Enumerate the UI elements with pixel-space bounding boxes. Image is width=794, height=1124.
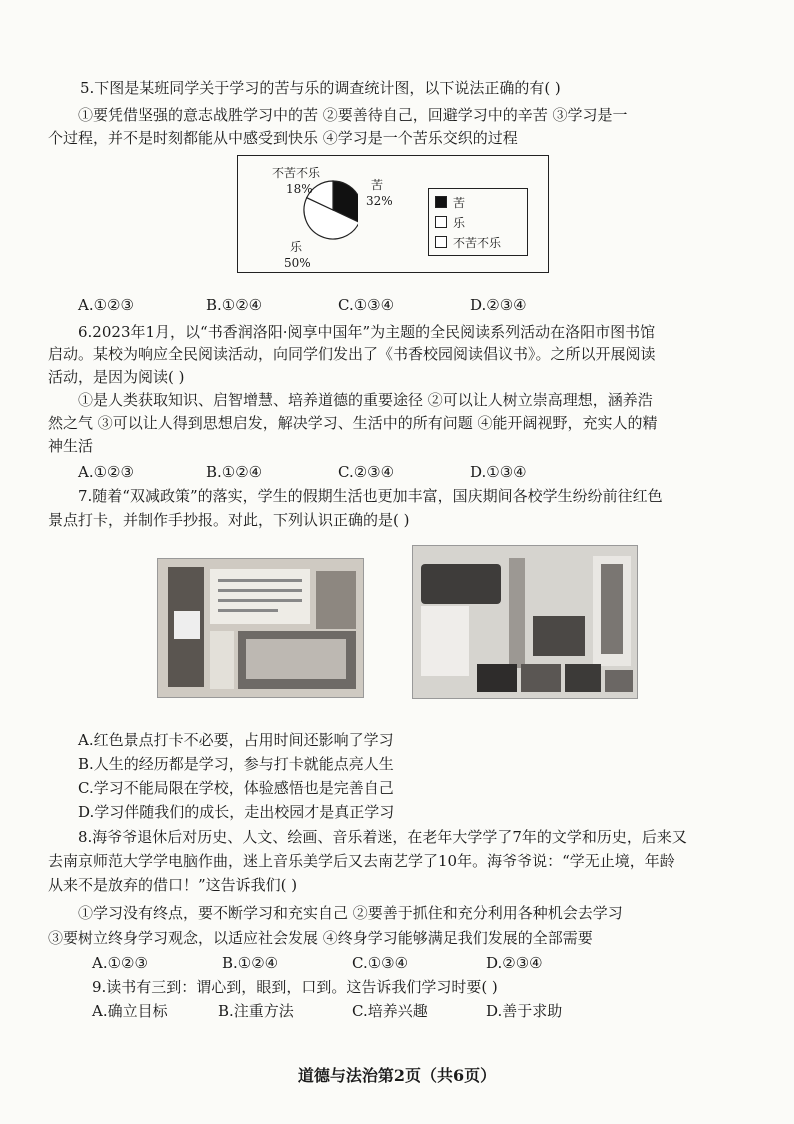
page-footer: 道德与法治第2页（共6页） (297, 1066, 497, 1085)
q5-statements-line2: 个过程，并不是时刻都能从中感受到快乐 ④学习是一个苦乐交织的过程 (48, 129, 518, 147)
q6-option-c[interactable]: C.②③④ (338, 463, 395, 481)
pie-value-bitter: 32% (366, 194, 393, 208)
pie-chart-figure (237, 155, 549, 273)
q6-option-d[interactable]: D.①③④ (470, 463, 527, 481)
photo2-block (533, 616, 585, 656)
q9-option-a[interactable]: A.确立目标 (92, 1002, 168, 1020)
q9-option-d[interactable]: D.善于求助 (486, 1002, 563, 1020)
photo1-block (218, 599, 302, 602)
legend-item-joy (435, 216, 465, 230)
q5-option-c[interactable]: C.①③④ (338, 296, 395, 314)
photo2-block (421, 606, 469, 676)
q8-statements-line2: ③要树立终身学习观念，以适应社会发展 ④终身学习能够满足我们发展的全部需要 (48, 929, 593, 947)
q9-stem: 9.读书有三到：谓心到，眼到，口到。这告诉我们学习时要( ) (92, 978, 498, 996)
legend-label-joy: 乐 (453, 216, 466, 230)
q7-stem-line2: 景点打卡，并制作手抄报。对此，下列认识正确的是( ) (48, 511, 410, 529)
q5-statements-line1: ①要凭借坚强的意志战胜学习中的苦 ②要善待自己，回避学习中的辛苦 ③学习是一 (78, 106, 628, 124)
photo2-block (477, 664, 517, 692)
q8-option-a[interactable]: A.①②③ (92, 954, 148, 972)
photo1-block (218, 579, 302, 582)
q9-option-c[interactable]: C.培养兴趣 (352, 1002, 428, 1020)
photo2-block (565, 664, 601, 692)
q8-option-b[interactable]: B.①②④ (222, 954, 279, 972)
q6-statements-line1: ①是人类获取知识、启智增慧、培养道德的重要途径 ②可以让人树立崇高理想，涵养浩 (78, 391, 653, 409)
q8-stem-line1: 8.海爷爷退休后对历史、人文、绘画、音乐着迷，在老年大学学了7年的文学和历史，后来又 (78, 828, 687, 846)
q7-option-b[interactable]: B.人生的经历都是学习，参与打卡就能点亮人生 (78, 755, 394, 773)
photo1-block (246, 639, 346, 679)
q6-stem-line2: 启动。某校为响应全民阅读活动，向同学们发出了《书香校园阅读倡议书》。之所以开展阅读 (48, 345, 656, 363)
photo1-text-block (210, 569, 310, 624)
q5-option-a[interactable]: A.①②③ (78, 296, 134, 314)
photo1-block (218, 609, 278, 612)
photo2-block (605, 670, 633, 692)
photo1-block (174, 611, 200, 639)
q7-option-d[interactable]: D.学习伴随我们的成长，走出校园才是真正学习 (78, 803, 395, 821)
q6-stem-line3: 活动，是因为阅读( ) (48, 368, 185, 386)
pie-value-neutral: 18% (286, 182, 313, 196)
q6-statements-line2: 然之气 ③可以让人得到思想启发，解决学习、生活中的所有问题 ④能开阔视野，充实人的精 (48, 414, 658, 432)
q6-option-b[interactable]: B.①②④ (206, 463, 263, 481)
legend-item-neutral (435, 236, 501, 250)
chart-legend (428, 188, 528, 256)
pie-label-bitter: 苦 (371, 178, 384, 192)
legend-swatch-bitter (435, 196, 447, 208)
handbill-photo-2 (412, 545, 638, 699)
q8-stem-line3: 从来不是放弃的借口！”这告诉我们( ) (48, 876, 298, 894)
legend-swatch-neutral (435, 236, 447, 248)
q8-statements-line1: ①学习没有终点，要不断学习和充实自己 ②要善于抓住和充分利用各种机会去学习 (78, 904, 623, 922)
pie-label-neutral: 不苦不乐 (272, 166, 321, 180)
legend-label-bitter: 苦 (453, 196, 466, 210)
photo1-block (218, 589, 302, 592)
q6-stem-line1: 6.2023年1月，以“书香润洛阳·阅享中国年”为主题的全民阅读系列活动在洛阳市图书馆 (78, 323, 656, 341)
pie-label-joy: 乐 (290, 240, 303, 254)
q6-option-a[interactable]: A.①②③ (78, 463, 134, 481)
q7-stem-line1: 7.随着“双减政策”的落实，学生的假期生活也更加丰富，国庆期间各校学生纷纷前往红色 (78, 487, 663, 505)
q7-option-c[interactable]: C.学习不能局限在学校，体验感悟也是完善自己 (78, 779, 394, 797)
legend-label-neutral: 不苦不乐 (453, 236, 502, 250)
photo1-block (316, 571, 356, 629)
q9-option-b[interactable]: B.注重方法 (218, 1002, 294, 1020)
q8-option-d[interactable]: D.②③④ (486, 954, 543, 972)
photo2-block (601, 564, 623, 654)
photo2-block (521, 664, 561, 692)
legend-swatch-joy (435, 216, 447, 228)
q7-option-a[interactable]: A.红色景点打卡不必要，占用时间还影响了学习 (78, 731, 394, 749)
photo2-block (509, 558, 525, 668)
pie-value-joy: 50% (284, 256, 311, 270)
q8-stem-line2: 去南京师范大学学电脑作曲，迷上音乐美学后又去南艺学了10年。海爷爷说：“学无止境，年龄 (48, 852, 675, 870)
q5-option-b[interactable]: B.①②④ (206, 296, 263, 314)
q5-stem: 5.下图是某班同学关于学习的苦与乐的调查统计图，以下说法正确的有( ) (80, 79, 561, 97)
legend-item-bitter (435, 196, 465, 210)
photo2-block (421, 564, 501, 604)
q8-option-c[interactable]: C.①③④ (352, 954, 409, 972)
q5-option-d[interactable]: D.②③④ (470, 296, 527, 314)
q6-statements-line3: 神生活 (48, 437, 94, 455)
handbill-photo-1 (157, 558, 364, 698)
photo1-block (210, 631, 234, 689)
